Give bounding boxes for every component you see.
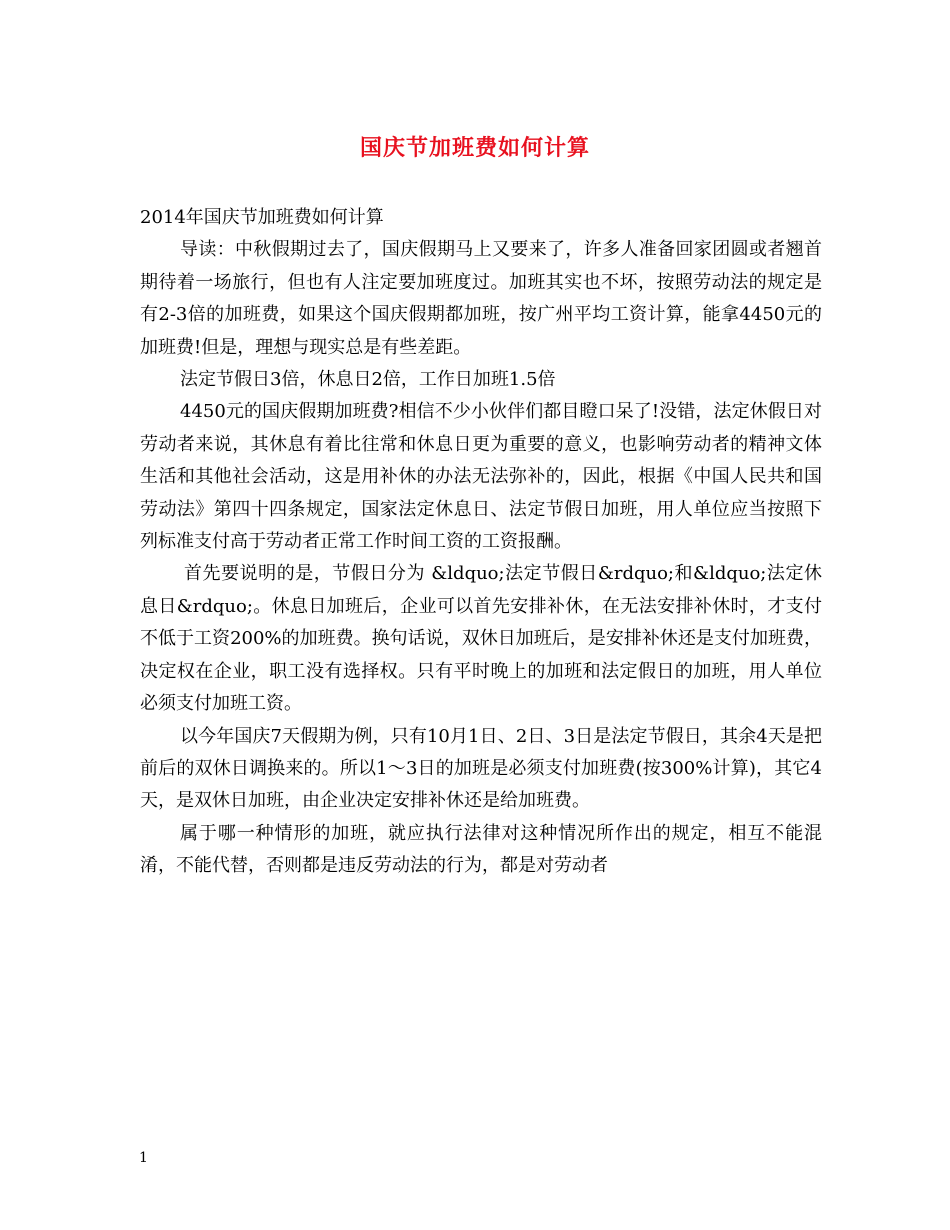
paragraph-law: 4450元的国庆假期加班费?相信不少小伙伴们都目瞪口呆了!没错，法定休假日对劳动者来说，其休息有着比往常和休息日更为重要的意义，也影响劳动者的精神文体生活和其他社会活动，这是用补休的办法无法弥补的，因此，根据《中国人民共和国劳动法》第四十四条规定，国家法定休息日、法定节假日加班，用人单位应当按照下列标准支付高于劳动者正常工作时间工资的工资报酬。 [140,401,822,553]
paragraph-national-day-example: 以今年国庆7天假期为例，只有10月1日、2日、3日是法定节假日，其余4天是把前后的双休日调换来的。所以1～3日的加班是必须支付加班费(按300%计算)，其它4天，是双休日加班，由企业决定安排补休还是给加班费。 [140,725,822,812]
paragraph-overtime-rules: 属于哪一种情形的加班，就应执行法律对这种情况所作出的规定，相互不能混淆，不能代替，否则都是违反劳动法的行为，都是对劳动者 [140,822,822,877]
page-title: 国庆节加班费如何计算 [359,135,590,161]
paragraph-holiday-types: 首先要说明的是，节假日分为 &ldquo;法定节假日&rdquo;和&ldquo;法定休息日&rdquo;。休息日加班后，企业可以首先安排补休，在无法安排补休时，才支付不低于工资200%的加班费。换句话说，双休日加班后，是安排补休还是支付加班费，决定权在企业，职工没有选择权。只有平时晚上的加班和法定假日的加班，用人单位必须支付加班工资。 [140,563,822,715]
page-number: 1 [139,1150,148,1166]
paragraph-intro: 导读：中秋假期过去了，国庆假期马上又要来了，许多人准备回家团圆或者翘首期待着一场旅行，但也有人注定要加班度过。加班其实也不坏，按照劳动法的规定是有2-3倍的加班费，如果这个国庆假期都加班，按广州平均工资计算，能拿4450元的加班费!但是，理想与现实总是有些差距。 [140,239,822,358]
subtitle: 2014年国庆节加班费如何计算 [140,207,384,228]
document-body [140,202,822,883]
paragraph-rates: 法定节假日3倍，休息日2倍，工作日加班1.5倍 [180,369,556,391]
